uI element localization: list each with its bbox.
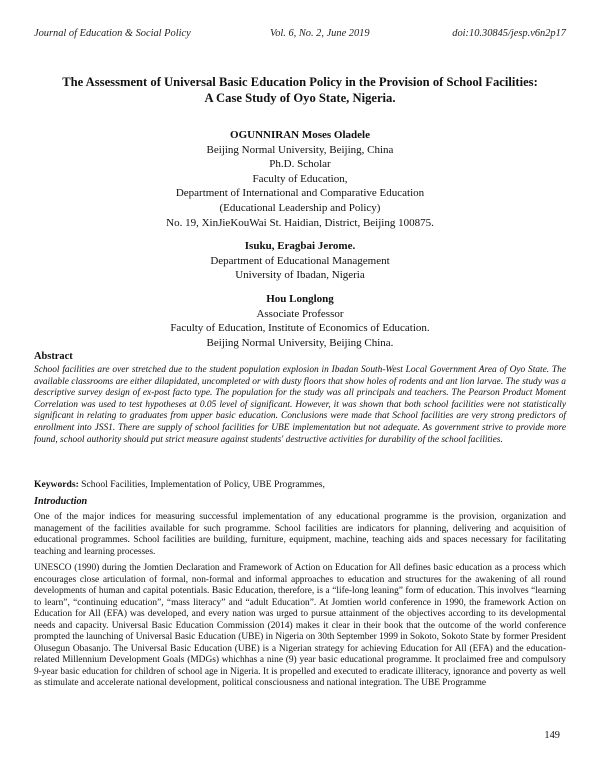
abstract-text: School facilities are over stretched due to the student population explosion in Ibadan South-West Local Government Area of Oyo State. The available classrooms are either dilapidated, uncompleted or with dusty floors that show holes of rodents and ant lion larvae. The study was a descriptive survey design of ex-post facto type. The population for the study was all principals and teachers. The Pearson Product Moment Correlation was used to test hypotheses at 0.05 level of significant. However, it was shown that both school facilities were not statistically significant in relating to graduates from upper basic education. Conclusions were made that School facilities are very strong predictors of enrollment into JSS1. There are supply of school facilities for UBE implementation but not adequate. As government strive to provide more found, school authority should put strict measure against students' destructive activities for durability of the school facilities. <box>34 365 566 445</box>
introduction-heading: Introduction <box>34 496 88 507</box>
author-3 <box>40 292 560 350</box>
author-2 <box>40 239 560 283</box>
page-number: 149 <box>544 730 560 741</box>
abstract-section <box>34 350 566 446</box>
paper-title <box>40 74 560 106</box>
author-3-affil: Faculty of Education, Institute of Economics of Education. <box>170 322 430 335</box>
title-line-2: A Case Study of Oyo State, Nigeria. <box>204 91 396 105</box>
author-1-affil: (Educational Leadership and Policy) <box>219 201 381 214</box>
running-header <box>34 28 566 42</box>
journal-name: Journal of Education & Social Policy <box>34 28 191 39</box>
keywords-text: School Facilities, Implementation of Policy, UBE Programmes, <box>81 479 325 490</box>
author-3-affil: Associate Professor <box>256 307 344 320</box>
author-1-affil: Ph.D. Scholar <box>269 158 331 171</box>
keywords-line <box>34 479 566 491</box>
introduction-paragraph-2: UNESCO (1990) during the Jomtien Declaration and Framework of Action on Education for All defines basic education as a process which encourages close articulation of formal, non-formal and informal approaches to education and structures for the awakening of all round developments of human and capital potentials. Basic Education, therefore, is a “life-long leaning” form of education. This involves “learning to learn”, “continuing education”, “mass literacy” and “adult Education”. At Jomtien world conference in 1990, the framework Action on Education for All (EFA) was developed, and every nation was urged to pursue attainment of the objectives according to its developmental needs and capacity. Universal Basic Education Commission (2014) makes it clear in their book that the outcome of the world conference prompted the launching of Universal Basic Education (UBE) in Nigeria on 30th September 1999 in Sokoto, Sokoto State by former President Olusegun Obasanjo. The Universal Basic Education (UBE) is a Nigerian strategy for achieving Education for All (EFA) and the education-related Millennium Development Goals (MDGs) whichhas a nine (9) year basic educational programme. It proclaimed free and compulsory 9-year basic education for children of school age in Nigeria. It is propelled and executed to eradicate illiteracy, ignorance and poverty as well as stimulate and accelerate national development, political consciousness and national integration. The UBE Programme <box>34 563 566 688</box>
author-1 <box>40 128 560 230</box>
author-3-name: Hou Longlong <box>266 292 334 305</box>
abstract-heading: Abstract <box>34 351 73 362</box>
author-1-affil: Faculty of Education, <box>252 172 348 185</box>
author-2-affil: Department of Educational Management <box>210 254 390 267</box>
author-2-affil: University of Ibadan, Nigeria <box>235 269 365 282</box>
introduction-paragraph-1: One of the major indices for measuring successful implementation of any educational programme is the provision, organization and management of the facilities available for such programme. School facilities are indicators for planning, delivering and acquisition of educational programmes. School facilities are building, furniture, equipment, machine, teaching aids and spaces necessary for facilitating teaching and learning processes. <box>34 512 566 557</box>
author-1-affil: Beijing Normal University, Beijing, China <box>206 143 394 156</box>
author-1-affil: Department of International and Comparative Education <box>175 187 425 200</box>
author-2-name: Isuku, Eragbai Jerome. <box>244 240 356 253</box>
author-list <box>40 128 560 359</box>
title-line-1: The Assessment of Universal Basic Education Policy in the Provision of School Facilities: <box>62 75 538 89</box>
author-3-affil: Beijing Normal University, Beijing China. <box>206 336 394 349</box>
author-1-name: OGUNNIRAN Moses Oladele <box>230 129 370 141</box>
keywords-label: Keywords: <box>34 479 79 490</box>
volume-info: Vol. 6, No. 2, June 2019 <box>270 28 370 39</box>
author-1-affil: No. 19, XinJieKouWai St. Haidian, District, Beijing 100875. <box>166 216 434 229</box>
doi: doi:10.30845/jesp.v6n2p17 <box>452 28 566 39</box>
